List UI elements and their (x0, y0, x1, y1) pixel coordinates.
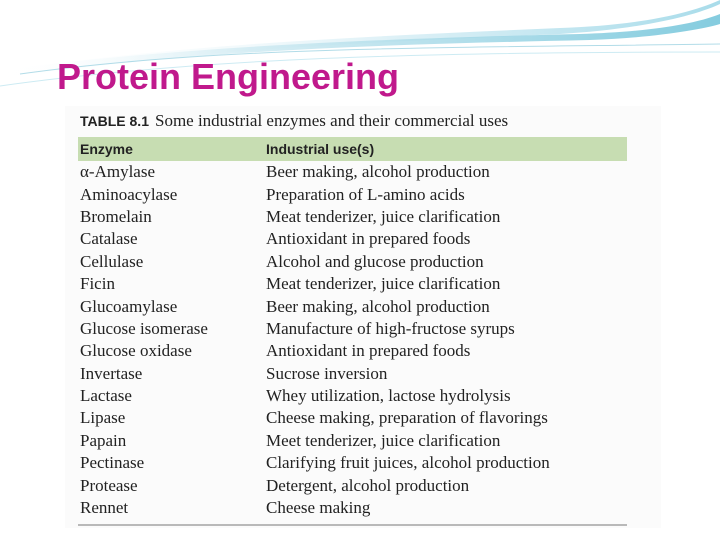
table-row (78, 251, 627, 273)
table-row (78, 497, 627, 519)
table-caption-text: Some industrial enzymes and their commercial uses (154, 111, 509, 130)
table-row (78, 474, 627, 496)
enzyme-cell: Bromelain (80, 206, 152, 226)
table-bottom-rule (78, 524, 627, 526)
table-row (78, 385, 627, 407)
column-header-enzyme: Enzyme (80, 141, 133, 157)
enzyme-cell: Glucose oxidase (80, 341, 192, 361)
table-row (78, 206, 627, 228)
enzyme-cell: Glucose isomerase (80, 318, 208, 338)
enzyme-cell: Ficin (80, 274, 115, 294)
enzyme-cell: α-Amylase (80, 162, 155, 182)
enzyme-cell: Aminoacylase (80, 184, 178, 204)
enzyme-table-panel (65, 106, 661, 528)
use-cell: Manufacture of high-fructose syrups (266, 318, 515, 338)
use-cell: Detergent, alcohol production (266, 475, 470, 495)
table-row (78, 273, 627, 295)
use-cell: Antioxidant in prepared foods (266, 229, 471, 249)
table-row (78, 228, 627, 250)
enzyme-cell: Glucoamylase (80, 296, 178, 316)
table-caption-label: TABLE 8.1 (80, 113, 149, 129)
enzyme-cell: Cellulase (80, 251, 144, 271)
table-header-row (78, 137, 627, 161)
table-row (78, 340, 627, 362)
use-cell: Antioxidant in prepared foods (266, 341, 471, 361)
table-caption (80, 111, 508, 131)
use-cell: Alcohol and glucose production (266, 251, 484, 271)
use-cell: Beer making, alcohol production (266, 296, 490, 316)
enzyme-cell: Invertase (80, 363, 143, 383)
enzyme-cell: Pectinase (80, 453, 145, 473)
enzyme-cell: Rennet (80, 498, 129, 518)
table-row (78, 363, 627, 385)
use-cell: Clarifying fruit juices, alcohol production (266, 453, 550, 473)
table-row (78, 318, 627, 340)
table-row (78, 452, 627, 474)
use-cell: Cheese making, preparation of flavorings (266, 408, 548, 428)
table-row (78, 407, 627, 429)
table-row (78, 161, 627, 183)
column-header-industrial-use: Industrial use(s) (266, 141, 375, 157)
enzyme-table (78, 137, 627, 519)
use-cell: Meet tenderizer, juice clarification (266, 430, 501, 450)
table-row (78, 295, 627, 317)
use-cell: Beer making, alcohol production (266, 162, 490, 182)
enzyme-cell: Catalase (80, 229, 138, 249)
use-cell: Sucrose inversion (266, 363, 388, 383)
enzyme-cell: Lipase (80, 408, 126, 428)
enzyme-cell: Papain (80, 430, 127, 450)
slide-title: Protein Engineering (57, 56, 400, 97)
table-row (78, 183, 627, 205)
enzyme-cell: Protease (80, 475, 138, 495)
use-cell: Meat tenderizer, juice clarification (266, 206, 501, 226)
use-cell: Preparation of L-amino acids (266, 184, 465, 204)
table-row (78, 430, 627, 452)
use-cell: Meat tenderizer, juice clarification (266, 274, 501, 294)
enzyme-cell: Lactase (80, 386, 132, 406)
use-cell: Whey utilization, lactose hydrolysis (266, 386, 511, 406)
use-cell: Cheese making (266, 498, 371, 518)
